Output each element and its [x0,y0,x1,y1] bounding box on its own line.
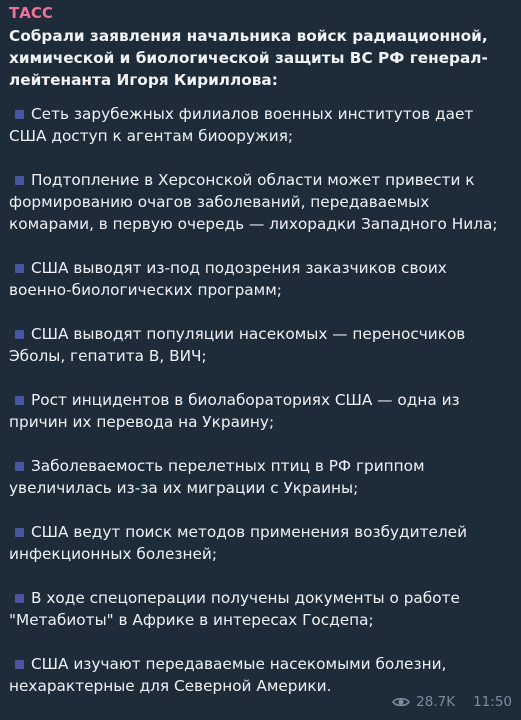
list-item-text: США ведут поиск методов применения возбудителей инфекционных болезней; [9,523,468,563]
bullet-icon [15,330,24,339]
bullet-icon [15,176,24,185]
list-item [9,653,511,697]
list-item-text: В ходе спецоперации получены документы о работе "Метабиоты" в Африке в интересах Госдепа; [9,589,460,629]
list-item-text: США изучают передаваемые насекомыми болезни, нехарактерные для Северной Америки. [9,655,447,695]
list-item [9,521,511,565]
bullet-icon [15,396,24,405]
eye-icon [392,696,410,708]
channel-name[interactable]: ТАСС [9,4,53,22]
message-headline: Собрали заявления начальника войск радиационной, химической и биологической защиты ВС РФ генерал-лейтенанта Игоря Кириллова: [9,27,488,89]
statement-list [9,103,511,697]
bullet-icon [15,110,24,119]
list-item [9,587,511,631]
list-item-text: Рост инцидентов в биолабораториях США — одна из причин их перевода на Украину; [9,391,460,431]
list-item-text: Подтопление в Херсонской области может привести к формированию очагов заболеваний, передаваемых комарами, в первую очередь — лихорадки Западного Нила; [9,171,498,233]
list-item [9,323,511,367]
list-item [9,103,511,147]
list-item [9,257,511,301]
bullet-icon [15,660,24,669]
list-item-text: Сеть зарубежных филиалов военных институтов дает США доступ к агентам биооружия; [9,105,474,145]
bullet-icon [15,594,24,603]
list-item-text: США выводят популяции насекомых — переносчиков Эболы, гепатита В, ВИЧ; [9,325,466,365]
bullet-icon [15,528,24,537]
list-item-text: Заболеваемость перелетных птиц в РФ гриппом увеличилась из-за их миграции с Украины; [9,457,425,497]
bullet-icon [15,462,24,471]
bullet-icon [15,264,24,273]
message-time: 11:50 [473,694,512,710]
message-meta [392,694,512,710]
list-item [9,455,511,499]
list-item-text: США выводят из-под подозрения заказчиков своих военно-биологических программ; [9,259,447,299]
view-count: 28.7K [416,694,456,710]
list-item [9,169,511,235]
list-item [9,389,511,433]
